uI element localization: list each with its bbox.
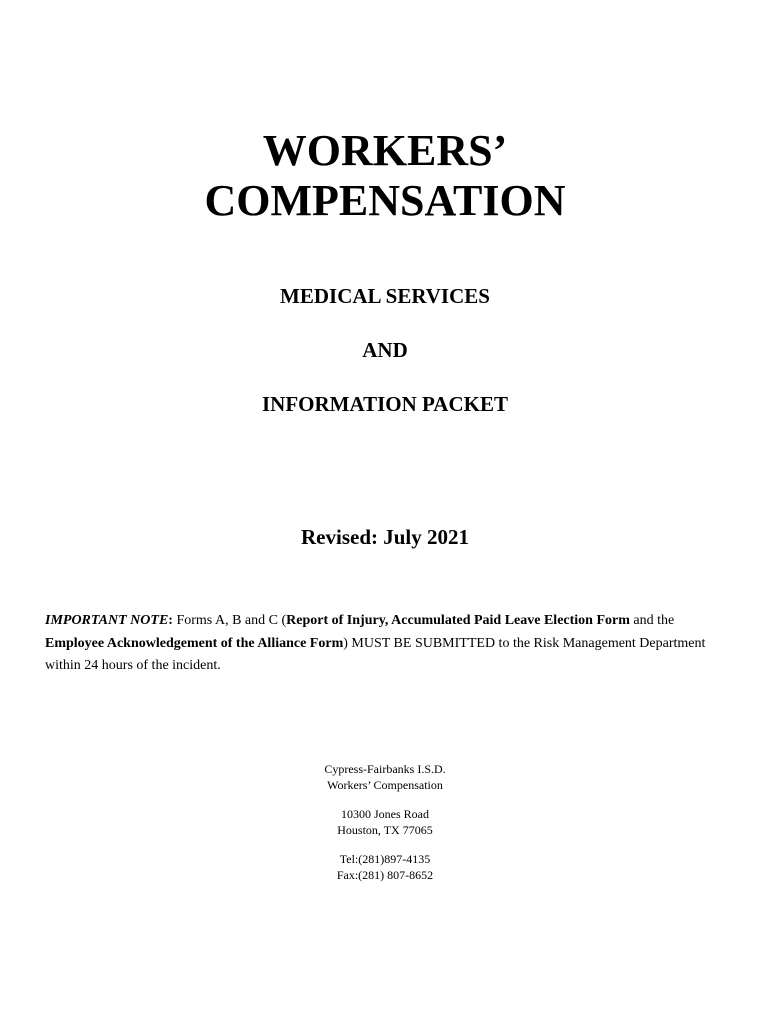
contact-city: Houston, TX 77065 bbox=[337, 823, 433, 837]
important-note-alliance-form: Employee Acknowledgement of the Alliance Form bbox=[45, 635, 344, 651]
subtitle-information-packet: INFORMATION PACKET bbox=[262, 392, 508, 416]
title-line-2: COMPENSATION bbox=[204, 176, 566, 225]
title-block bbox=[0, 126, 770, 226]
important-note-label: IMPORTANT NOTE bbox=[45, 613, 169, 628]
contact-org: Cypress-Fairbanks I.S.D. bbox=[324, 762, 446, 776]
revised-date: Revised: July 2021 bbox=[301, 525, 469, 549]
contact-address-group bbox=[0, 806, 770, 838]
subtitle-and: AND bbox=[362, 338, 408, 362]
contact-tel: Tel:(281)897-4135 bbox=[339, 852, 431, 866]
contact-dept: Workers’ Compensation bbox=[327, 778, 443, 792]
important-note bbox=[45, 610, 725, 678]
contact-street: 10300 Jones Road bbox=[341, 807, 429, 821]
contact-organization-group bbox=[0, 761, 770, 793]
important-note-text-2: and the bbox=[629, 613, 675, 628]
important-note-colon: : bbox=[168, 613, 173, 628]
subtitle-medical-services: MEDICAL SERVICES bbox=[280, 284, 490, 308]
important-note-text-1: Forms A, B and C ( bbox=[172, 613, 287, 628]
important-note-text-3: ) MUST BE SUBMITTED to the Risk Management Department within 24 hours of the incident. bbox=[45, 635, 706, 673]
title-line-1: WORKERS’ bbox=[262, 126, 508, 175]
important-note-forms: Report of Injury, Accumulated Paid Leave Election Form bbox=[286, 613, 630, 628]
contact-block bbox=[0, 761, 770, 896]
contact-fax: Fax:(281) 807-8652 bbox=[336, 868, 434, 882]
contact-phone-group bbox=[0, 851, 770, 883]
